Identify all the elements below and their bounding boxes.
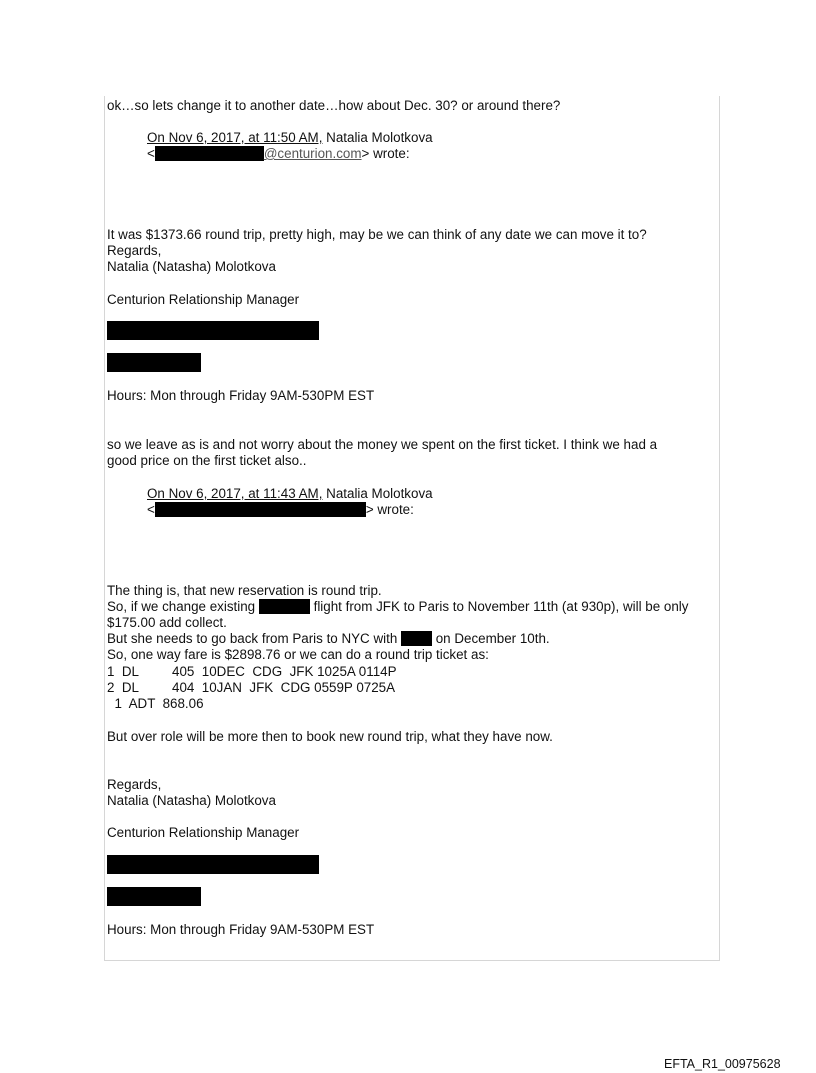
redaction-box [107,321,319,340]
angle-open: < [147,502,155,517]
msg1-signature-title: Centurion Relationship Manager [107,292,300,307]
msg2-signature-title: Centurion Relationship Manager [107,825,300,840]
document-id: EFTA_R1_00975628 [664,1057,781,1071]
msg2-line4 [107,631,550,646]
redaction-box [107,353,201,372]
redaction-box [155,502,366,517]
redaction-box [259,599,310,614]
angle-open: < [147,146,155,161]
msg2-signature-name: Natalia (Natasha) Molotkova [107,793,276,808]
msg2-hours: Hours: Mon through Friday 9AM-530PM EST [107,922,375,937]
quote-header-1-sender: Natalia Molotkova [322,130,433,145]
msg2-line5: So, one way fare is $2898.76 or we can do a round trip ticket as: [107,647,489,662]
reply2-line2: good price on the first ticket also.. [107,453,307,468]
flight-segment-2: 2 DL 404 10JAN JFK CDG 0559P 0725A [107,680,396,695]
quote-header-1 [147,130,433,145]
msg2-line1: The thing is, that new reservation is round trip. [107,583,382,598]
msg2-line2-start: So, if we change existing [107,599,256,614]
redaction-box [401,631,432,646]
email-link[interactable]: @centurion.com [263,146,362,161]
wrote-label: > wrote: [361,146,410,161]
redaction-box [107,855,319,874]
msg2-regards: Regards, [107,777,162,792]
flight-segment-1: 1 DL 405 10DEC CDG JFK 1025A 0114P [107,664,397,679]
msg1-hours: Hours: Mon through Friday 9AM-530PM EST [107,388,375,403]
quote-header-1-email [147,146,410,161]
fare-line: 1 ADT 868.06 [107,696,204,711]
wrote-label: > wrote: [365,502,414,517]
msg2-line2 [107,599,688,614]
msg2-line6: But over role will be more then to book new round trip, what they have now. [107,729,553,744]
quote-header-2-sender: Natalia Molotkova [322,486,433,501]
msg1-regards: Regards, [107,243,162,258]
msg2-line3: $175.00 add collect. [107,615,227,630]
quote-header-2-date: On Nov 6, 2017, at 11:43 AM, [147,486,323,501]
redaction-box [155,146,264,161]
quote-header-2-email [147,502,414,517]
reply-line-top: ok…so lets change it to another date…how about Dec. 30? or around there? [107,98,561,113]
reply2-line1: so we leave as is and not worry about the money we spent on the first ticket. I think we had a [107,437,658,452]
msg2-line2-end: flight from JFK to Paris to November 11th (at 930p), will be only [313,599,689,614]
msg2-line4-end: on December 10th. [435,631,550,646]
msg1-line1: It was $1373.66 round trip, pretty high, may be we can think of any date we can move it to? [107,227,647,242]
msg2-line4-start: But she needs to go back from Paris to NYC with [107,631,398,646]
quote-header-1-date: On Nov 6, 2017, at 11:50 AM, [147,130,323,145]
redaction-box [107,887,201,906]
msg1-signature-name: Natalia (Natasha) Molotkova [107,259,276,274]
quote-header-2 [147,486,433,501]
